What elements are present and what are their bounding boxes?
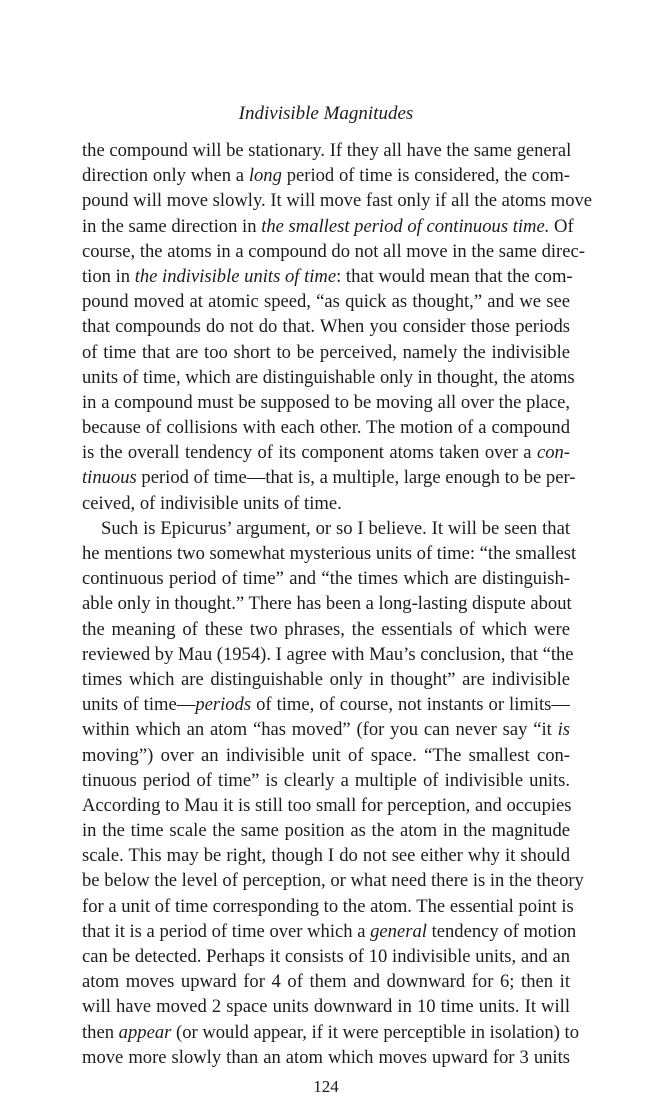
text-line: that compounds do not do that. When you consider those periods bbox=[82, 316, 570, 338]
text-line: reviewed by Mau (1954). I agree with Mau’s conclusion, that “the bbox=[82, 643, 574, 665]
text-line: atom moves upward for 4 of them and downward for 6; then it bbox=[82, 971, 570, 993]
text-line: units of time, which are distinguishable only in thought, the atoms bbox=[82, 366, 575, 388]
text-line: able only in thought.” There has been a long-lasting dispute about bbox=[82, 593, 572, 615]
text-line: tinuous period of time” is clearly a multiple of indivisible units. bbox=[82, 769, 570, 791]
text-line: the meaning of these two phrases, the essentials of which were bbox=[82, 618, 570, 640]
text-line: can be detected. Perhaps it consists of 10 indivisible units, and an bbox=[82, 946, 570, 967]
text-line: Such is Epicurus’ argument, or so I believe. It will be seen that bbox=[101, 517, 570, 539]
running-head: Indivisible Magnitudes bbox=[238, 103, 414, 124]
text-line: of time that are too short to be perceived, namely the indivisible bbox=[82, 341, 570, 363]
text-line: within which an atom “has moved” (for you can never say “it is bbox=[82, 719, 570, 741]
text-line: tinuous period of time—that is, a multiple, large enough to be per- bbox=[82, 467, 576, 489]
text-line: in a compound must be supposed to be moving all over the place, bbox=[82, 391, 570, 413]
text-line: will have moved 2 space units downward in 10 time units. It will bbox=[82, 996, 570, 1018]
text-line: is the overall tendency of its component atoms taken over a con- bbox=[82, 442, 570, 464]
text-line: moving”) over an indivisible unit of space. “The smallest con- bbox=[82, 744, 570, 766]
text-line: because of collisions with each other. The motion of a compound bbox=[82, 417, 570, 439]
text-line: in the time scale the same position as the atom in the magnitude bbox=[82, 820, 570, 842]
text-line: that it is a period of time over which a general tendency of motion bbox=[82, 920, 577, 942]
text-line: in the same direction in the smallest period of continuous time. Of bbox=[82, 215, 574, 237]
text-line: then appear (or would appear, if it were perceptible in isolation) to bbox=[82, 1021, 580, 1043]
text-line: he mentions two somewhat mysterious units of time: “the smallest bbox=[82, 543, 577, 564]
text-line: for a unit of time corresponding to the atom. The essential point is bbox=[82, 895, 574, 917]
book-page bbox=[82, 102, 593, 1098]
text-line: According to Mau it is still too small for perception, and occupies bbox=[82, 794, 572, 816]
text-line: times which are distinguishable only in thought” are indivisible bbox=[82, 668, 570, 690]
text-line: pound will move slowly. It will move fast only if all the atoms move bbox=[82, 190, 593, 212]
text-line: tion in the indivisible units of time: that would mean that the com- bbox=[82, 265, 573, 287]
text-line: scale. This may be right, though I do not see either why it should bbox=[82, 845, 570, 867]
text-line: ceived, of indivisible units of time. bbox=[82, 492, 342, 514]
text-line: move more slowly than an atom which moves upward for 3 units bbox=[82, 1046, 570, 1068]
text-line: pound moved at atomic speed, “as quick as thought,” and we see bbox=[82, 291, 570, 313]
text-line: course, the atoms in a compound do not all move in the same direc- bbox=[82, 240, 585, 262]
page-number: 124 bbox=[313, 1076, 339, 1096]
text-line: the compound will be stationary. If they all have the same general bbox=[82, 140, 572, 161]
text-line: be below the level of perception, or what need there is in the theory bbox=[82, 870, 584, 892]
text-line: units of time—periods of time, of course, not instants or limits— bbox=[82, 694, 571, 716]
text-line: continuous period of time” and “the times which are distinguish- bbox=[82, 568, 570, 590]
text-line: direction only when a long period of time is considered, the com- bbox=[82, 165, 570, 187]
body-text bbox=[82, 138, 593, 1070]
